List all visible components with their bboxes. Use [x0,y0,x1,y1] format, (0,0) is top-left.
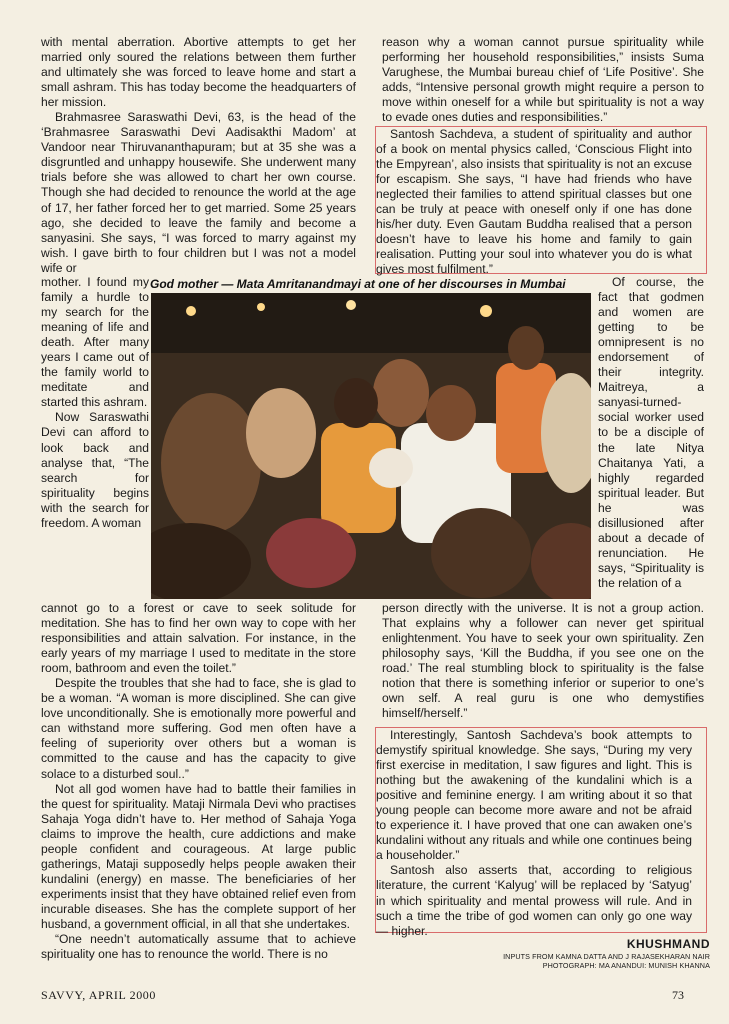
highlight-box-sachdeva [375,126,707,277]
page-number: 73 [672,988,684,1002]
paragraph: Of course, the fact that godmen and women are getting to be omnipresent is no endorsement of their integrity. Maitreya, a sanyasi-turned-social worker used to be a disciple of the late Nitya Chaitanya Yati, a highly regarded spiritual leader. But he was disillusioned after about a decade of renunciation. He says, “Spirituality is the relation of a [598,275,704,590]
paragraph: with mental aberration. Abortive attempts to get her married only soured the relations between them further and ultimately she was forced to leave home and start a small ashram. This has today become the headquarters of her mission. [41,35,356,110]
photo-mata-amritanandmayi [151,293,591,599]
credit-line-photograph: PHOTOGRAPH: MA ANANDUI: MUNISH KHANNA [542,960,710,970]
highlight-box-text [376,728,692,939]
highlight-box-interestingly [375,727,707,938]
paragraph: mother. I found my family a hurdle to my search for the meaning of life and death. After many years I came out of the family world to meditate and started this ashram. [41,275,149,410]
article-column-left-top [41,35,356,276]
paragraph: Santosh also asserts that, according to religious literature, the current ‘Kalyug’ will be replaced by ‘Satyug’ in which spirituality and mental prowess will rule. And in such a time the tribe of god women can only go one way — higher. [376,863,692,938]
article-column-right-top [382,35,704,125]
paragraph: Not all god women have had to battle their families in the quest for spirituality. Mataji Nirmala Devi who practises Sahaja Yoga didn’t have to. Her method of Sahaja Yoga claims to improve the health, cure addictions and make people confident and courageous. At large public gatherings, Mataji supposedly helps people awaken their kundalini (energy) en masse. The beneficiaries of her experiments insist that they have obtained relief even from incurable diseases. She has the complete support of her husband, a government official, in all that she undertakes. [41,781,356,931]
paragraph: reason why a woman cannot pursue spirituality while performing her household responsibilities,” insists Suma Varughese, the Mumbai bureau chief of ‘Life Positive’. She adds, “Intensive personal growth might require a person to move within oneself for a while but spirituality is not a way to evade ones duties and responsibilities.” [382,35,704,125]
paragraph: Santosh Sachdeva, a student of spirituality and author of a book on mental physics called, ‘Conscious Flight into the Empyrean’, also insists that spirituality is not an excuse for escapism. She says, “I have had friends who have neglected their families to attend spiritual classes but one can be truly at peace with oneself only if one has done his/her duty. Even Gautam Buddha realised that a person doesn’t have to leave his home and family to gain realisation. Putting your soul into whatever you do is what gives most fulfilment.” [376,127,692,277]
paragraph: person directly with the universe. It is not a group action. That explains why a follower can never get spiritual enlightenment. You have to seek your own spirituality. Zen philosophy says, ‘Kill the Buddha, if you see one on the road.’ The real stumbling block to spirituality is the false notion that there is something inferior or superior to one’s own self. A real guru is one who demystifies himself/herself.” [382,601,704,721]
credit-line-inputs: INPUTS FROM KAMNA DATTA AND J RAJASEKHARAN NAIR [503,952,710,961]
highlight-box-text [376,127,692,277]
footer-magazine-issue: SAVVY, APRIL 2000 [41,988,157,1002]
paragraph: Brahmasree Saraswathi Devi, 63, is the head of the ‘Brahmasree Saraswathi Devi Aadisakthi Madom’ at Vandoor near Thiruvananthapuram; but at 35 she was a disgruntled and unhappy housewife. She underwent many trials before she was allowed to chart her own course. Though she had decided to renounce the world at the age of 17, her father forced her to get married. Some 25 years ago, she decided to leave the family and become a sanyasini. She says, “I was forced to marry against my wish. I gave birth to four children but I was not a model wife or [41,110,356,275]
article-column-right-narrow [598,275,704,591]
credits [420,953,710,970]
article-column-right-mid [382,601,704,721]
paragraph: cannot go to a forest or cave to seek solitude for meditation. She has to find her own way to cope with her responsibilities and attain salvation. For instance, in the early years of my marriage I used to meditate in the store room, bathroom and even the toilet.” [41,601,356,676]
paragraph: Now Saraswathi Devi can afford to look back and analyse that, “The search for spirituality begins with the search for freedom. A woman [41,410,149,530]
paragraph: “One needn’t automatically assume that to achieve spirituality one has to renounce the world. There is no [41,932,356,962]
paragraph: Despite the troubles that she had to face, she is glad to be a woman. “A woman is more disciplined. She can give love unconditionally. She is emotionally more powerful and can withstand more suffering. God men often have a feeling of superiority over others but a woman is committed to the cause and has the capacity to give solace to a disturbed soul..” [41,676,356,781]
paragraph: Interestingly, Santosh Sachdeva’s book attempts to demystify spiritual knowledge. She says, “During my very first exercise in meditation, I saw figures and light. This is nothing but the awakening of the kundalini which is a positive and feminine energy. I am writing about it so that young people can become more aware and not be afraid to experience it. I have proved that one can awaken one’s kundalini without any rituals and while one continues being a householder.” [376,728,692,863]
article-column-left-bottom [41,601,356,962]
author-byline: KHUSHMAND [626,937,710,951]
photo-caption: God mother — Mata Amritanandmayi at one of her discourses in Mumbai [150,277,566,291]
article-column-left-narrow [41,275,149,531]
